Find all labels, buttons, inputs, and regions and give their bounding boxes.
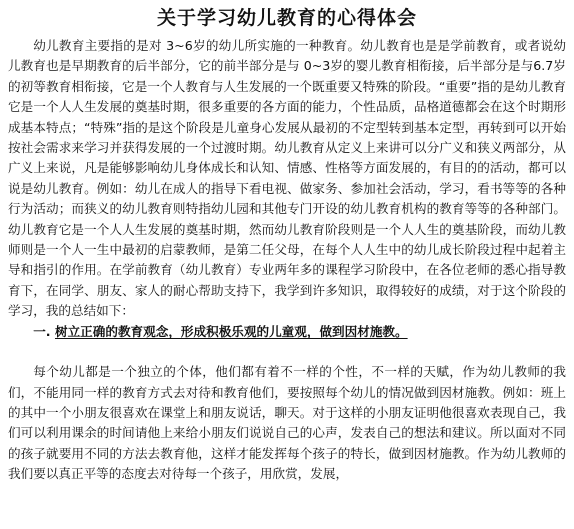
intro-paragraph: 幼儿教育主要指的是对 3~6岁的幼儿所实施的一种教育。幼儿教育也是是学前教育，或者说幼儿教育也是早期教育的后半部分，它的前半部分是与 0~3岁的婴儿教育相衔接，后半部分是与6.7岁的初等教育相衔接，它是一个人教育与人生发展的一个既重要又特殊的阶段。“重要”指的是幼儿教育它是一个人人生发展的奠基时期，很多重要的各方面的能力，个性品质，品格道德都会在这个时期形成基本特点；“特殊”指的是这个阶段是儿童身心发展从最初的不定型转到基本定型，再转到可以开始按社会需求来学习并获得发展的一个过渡时期。幼儿教育从定义上来讲可以分广义和狭义两部分，从广义上来说，凡是能够影响幼儿身体成长和认知、情感、性格等方面发展的，有目的的活动，都可以说是幼儿教育。例如：幼儿在成人的指导下看电视、做家务、参加社会活动，学习，看书等等的各种行为活动；而狭义的幼儿教育则特指幼儿园和其他专门开设的幼儿教育机构的教育等等的各种部门。幼儿教育它是一个人人生发展的奠基时期，然而幼儿教育阶段则是一个人人生的奠基阶段，而幼儿教师则是一个人一生中最初的启蒙教师，是第二任父母，在每个人人生中的幼儿成长阶段过程中起着主导和指引的作用。在学前教育（幼儿教育）专业两年多的课程学习阶段中，在各位老师的悉心指导教育下，在同学、朋友、家人的耐心帮助支持下，我学到许多知识，取得较好的成绩，对于这个阶段的学习，我的总结如下： — [8, 38, 566, 319]
section-1-heading — [8, 322, 566, 342]
paragraph-gap — [8, 342, 566, 362]
document-title: 关于学习幼儿教育的心得体会 — [156, 7, 417, 29]
section-1-number: 一. — [33, 323, 51, 339]
section-1-heading-text: 树立正确的教育观念，形成积极乐观的儿童观，做到因材施教。 — [54, 323, 408, 339]
section-1-paragraph: 每个幼儿都是一个独立的个体，他们都有着不一样的个性，不一样的天赋，作为幼儿教师的我们，不能用同一样的教育方式去对待和教育他们，要按照每个幼儿的情况做到因材施教。例如：班上的其中一个小朋友很喜欢在课堂上和朋友说话，聊天。对于这样的小朋友证明他很喜欢表现自己，我们可以利用课余的时间请他上来给小朋友们说说自己的心声，发表自己的想法和建议。所以面对不同的孩子就要用不同的方法去教育他，这样才能发挥每个孩子的特长，做到因材施教。作为幼儿教师的我们要以真正平等的态度去对待每一个孩子，用欣赏，发展， — [8, 364, 566, 482]
